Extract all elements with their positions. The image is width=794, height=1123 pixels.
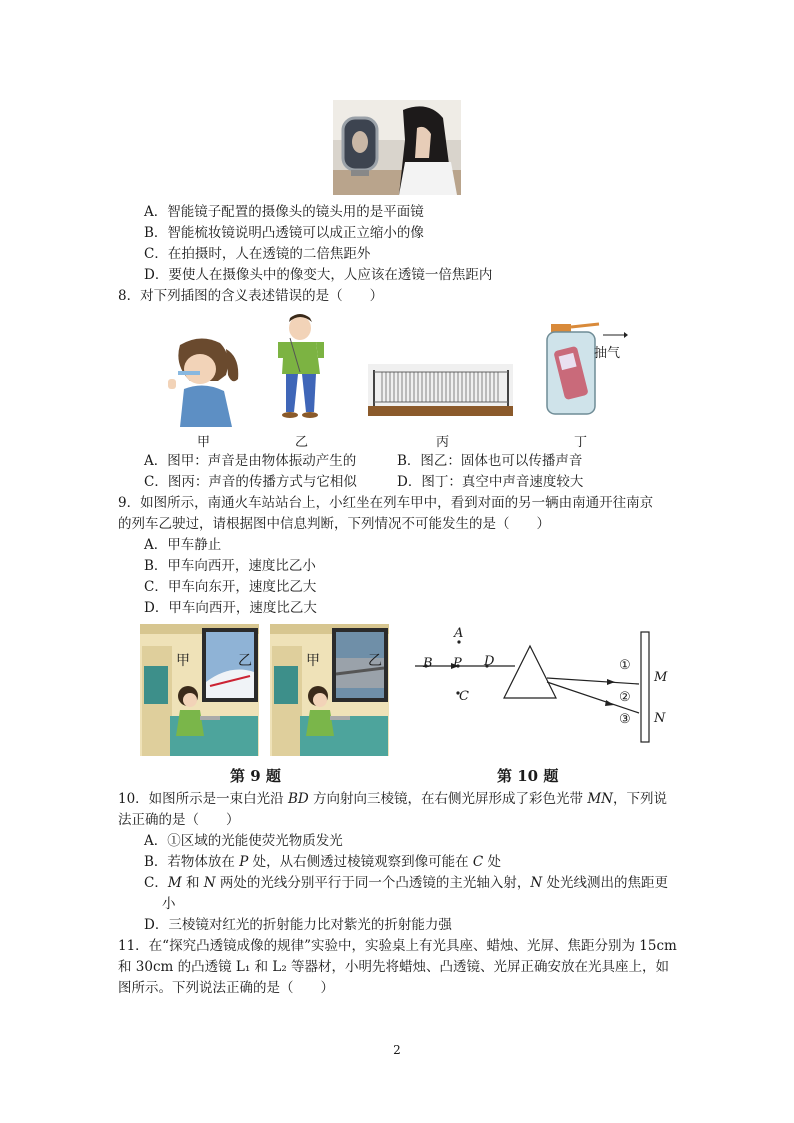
figure-ding-bell-jar-phone (541, 322, 601, 417)
fig9-caption: 第 9 题 (230, 767, 281, 785)
region-2: ② (619, 690, 631, 705)
q9-option-a: A．甲车静止 (144, 537, 222, 553)
pump-arrow-icon (602, 330, 628, 340)
q10-stem-line1: 10．如图所示是一束白光沿 BD 方向射向三棱镜，在右侧光屏形成了彩色光带 MN，下列说 (118, 791, 667, 807)
page-number: 2 (393, 1043, 401, 1057)
figure-yi-boy-string-phone (270, 312, 332, 422)
train-right-label-yi: 乙 (368, 653, 382, 669)
q7-option-b: B．智能梳妆镜说明凸透镜可以成正立缩小的像 (144, 225, 424, 241)
caption-yi: 乙 (295, 435, 309, 450)
q8-option-b: B．图乙：固体也可以传播声音 (397, 453, 583, 469)
fig10-caption: 第 10 题 (497, 767, 559, 785)
q9-option-b: B．甲车向西开，速度比乙小 (144, 558, 316, 574)
train-left-label-yi: 乙 (238, 653, 252, 669)
q10-option-a: A．①区域的光能使荧光物质发光 (144, 833, 343, 849)
prism-triangle (504, 646, 556, 698)
label-b: B (423, 656, 433, 671)
q8-stem: 8．对下列插图的含义表述错误的是（ ） (118, 288, 384, 304)
caption-jia: 甲 (197, 435, 211, 450)
q9-option-c: C．甲车向东开，速度比乙大 (144, 579, 317, 595)
q7-option-a: A．智能镜子配置的摄像头的镜头用的是平面镜 (144, 204, 424, 220)
q9-stem-line1: 9．如图所示，南通火车站站台上，小红坐在列车甲中，看到对面的另一辆由南通开往南京 (118, 495, 654, 511)
figure-bing-spring-coil (368, 362, 513, 420)
q10-option-c: C．M 和 N 两处的光线分别平行于同一个凸透镜的主光轴入射，N 处光线测出的焦距更 (144, 875, 668, 891)
q7-option-c: C．在拍摄时，人在透镜的二倍焦距外 (144, 246, 371, 262)
train-right-label-jia: 甲 (306, 653, 320, 669)
red-ray (547, 678, 639, 684)
prism-diagram (415, 622, 685, 750)
q11-stem-line3: 图所示。下列说法正确的是（ ） (118, 980, 334, 996)
q10-stem-line2: 法正确的是（ ） (118, 812, 240, 828)
q11-stem-line2: 和 30cm 的凸透镜 L₁ 和 L₂ 等器材，小明先将蜡烛、凸透镜、光屏正确安放在光具座上，如 (118, 959, 670, 975)
q7-option-d: D．要使人在摄像头中的像变大，人应该在透镜一倍焦距内 (144, 267, 493, 283)
q10-option-b: B．若物体放在 P 处，从右侧透过棱镜观察到像可能在 C 处 (144, 854, 502, 870)
region-1: ① (619, 658, 631, 673)
q8-option-a: A．图甲：声音是由物体振动产生的 (144, 453, 357, 469)
figure-jia-girl-tuning-fork (160, 335, 246, 427)
label-p: P (453, 656, 462, 671)
region-3: ③ (619, 712, 631, 727)
q9-stem-line2: 的列车乙驶过，请根据图中信息判断，下列情况不可能发生的是（ ） (118, 516, 550, 532)
label-d: D (484, 654, 495, 669)
caption-ding: 丁 (574, 435, 588, 450)
q8-option-c: C．图丙：声音的传播方式与它相似 (144, 474, 357, 490)
label-c: C (459, 689, 469, 704)
q11-stem-line1: 11．在“探究凸透镜成像的规律”实验中，实验桌上有光具座、蜡烛、光屏、焦距分别为 15cm (118, 938, 677, 954)
label-a: A (454, 626, 464, 641)
label-m: M (654, 670, 668, 685)
q10-option-d: D．三棱镜对红光的折射能力比对紫光的折射能力强 (144, 917, 452, 933)
caption-bing: 丙 (436, 435, 450, 450)
q8-option-d: D．图丁：真空中声音速度较大 (397, 474, 584, 490)
train-scene-right (270, 624, 389, 756)
smart-mirror-photo (333, 100, 461, 195)
label-n: N (654, 711, 666, 726)
train-scene-left (140, 624, 259, 756)
q9-option-d: D．甲车向西开，速度比乙大 (144, 600, 317, 616)
light-screen (641, 632, 649, 742)
q10-option-c-cont: 小 (162, 896, 176, 912)
train-left-label-jia: 甲 (176, 653, 190, 669)
pump-label: 抽气 (594, 346, 621, 361)
